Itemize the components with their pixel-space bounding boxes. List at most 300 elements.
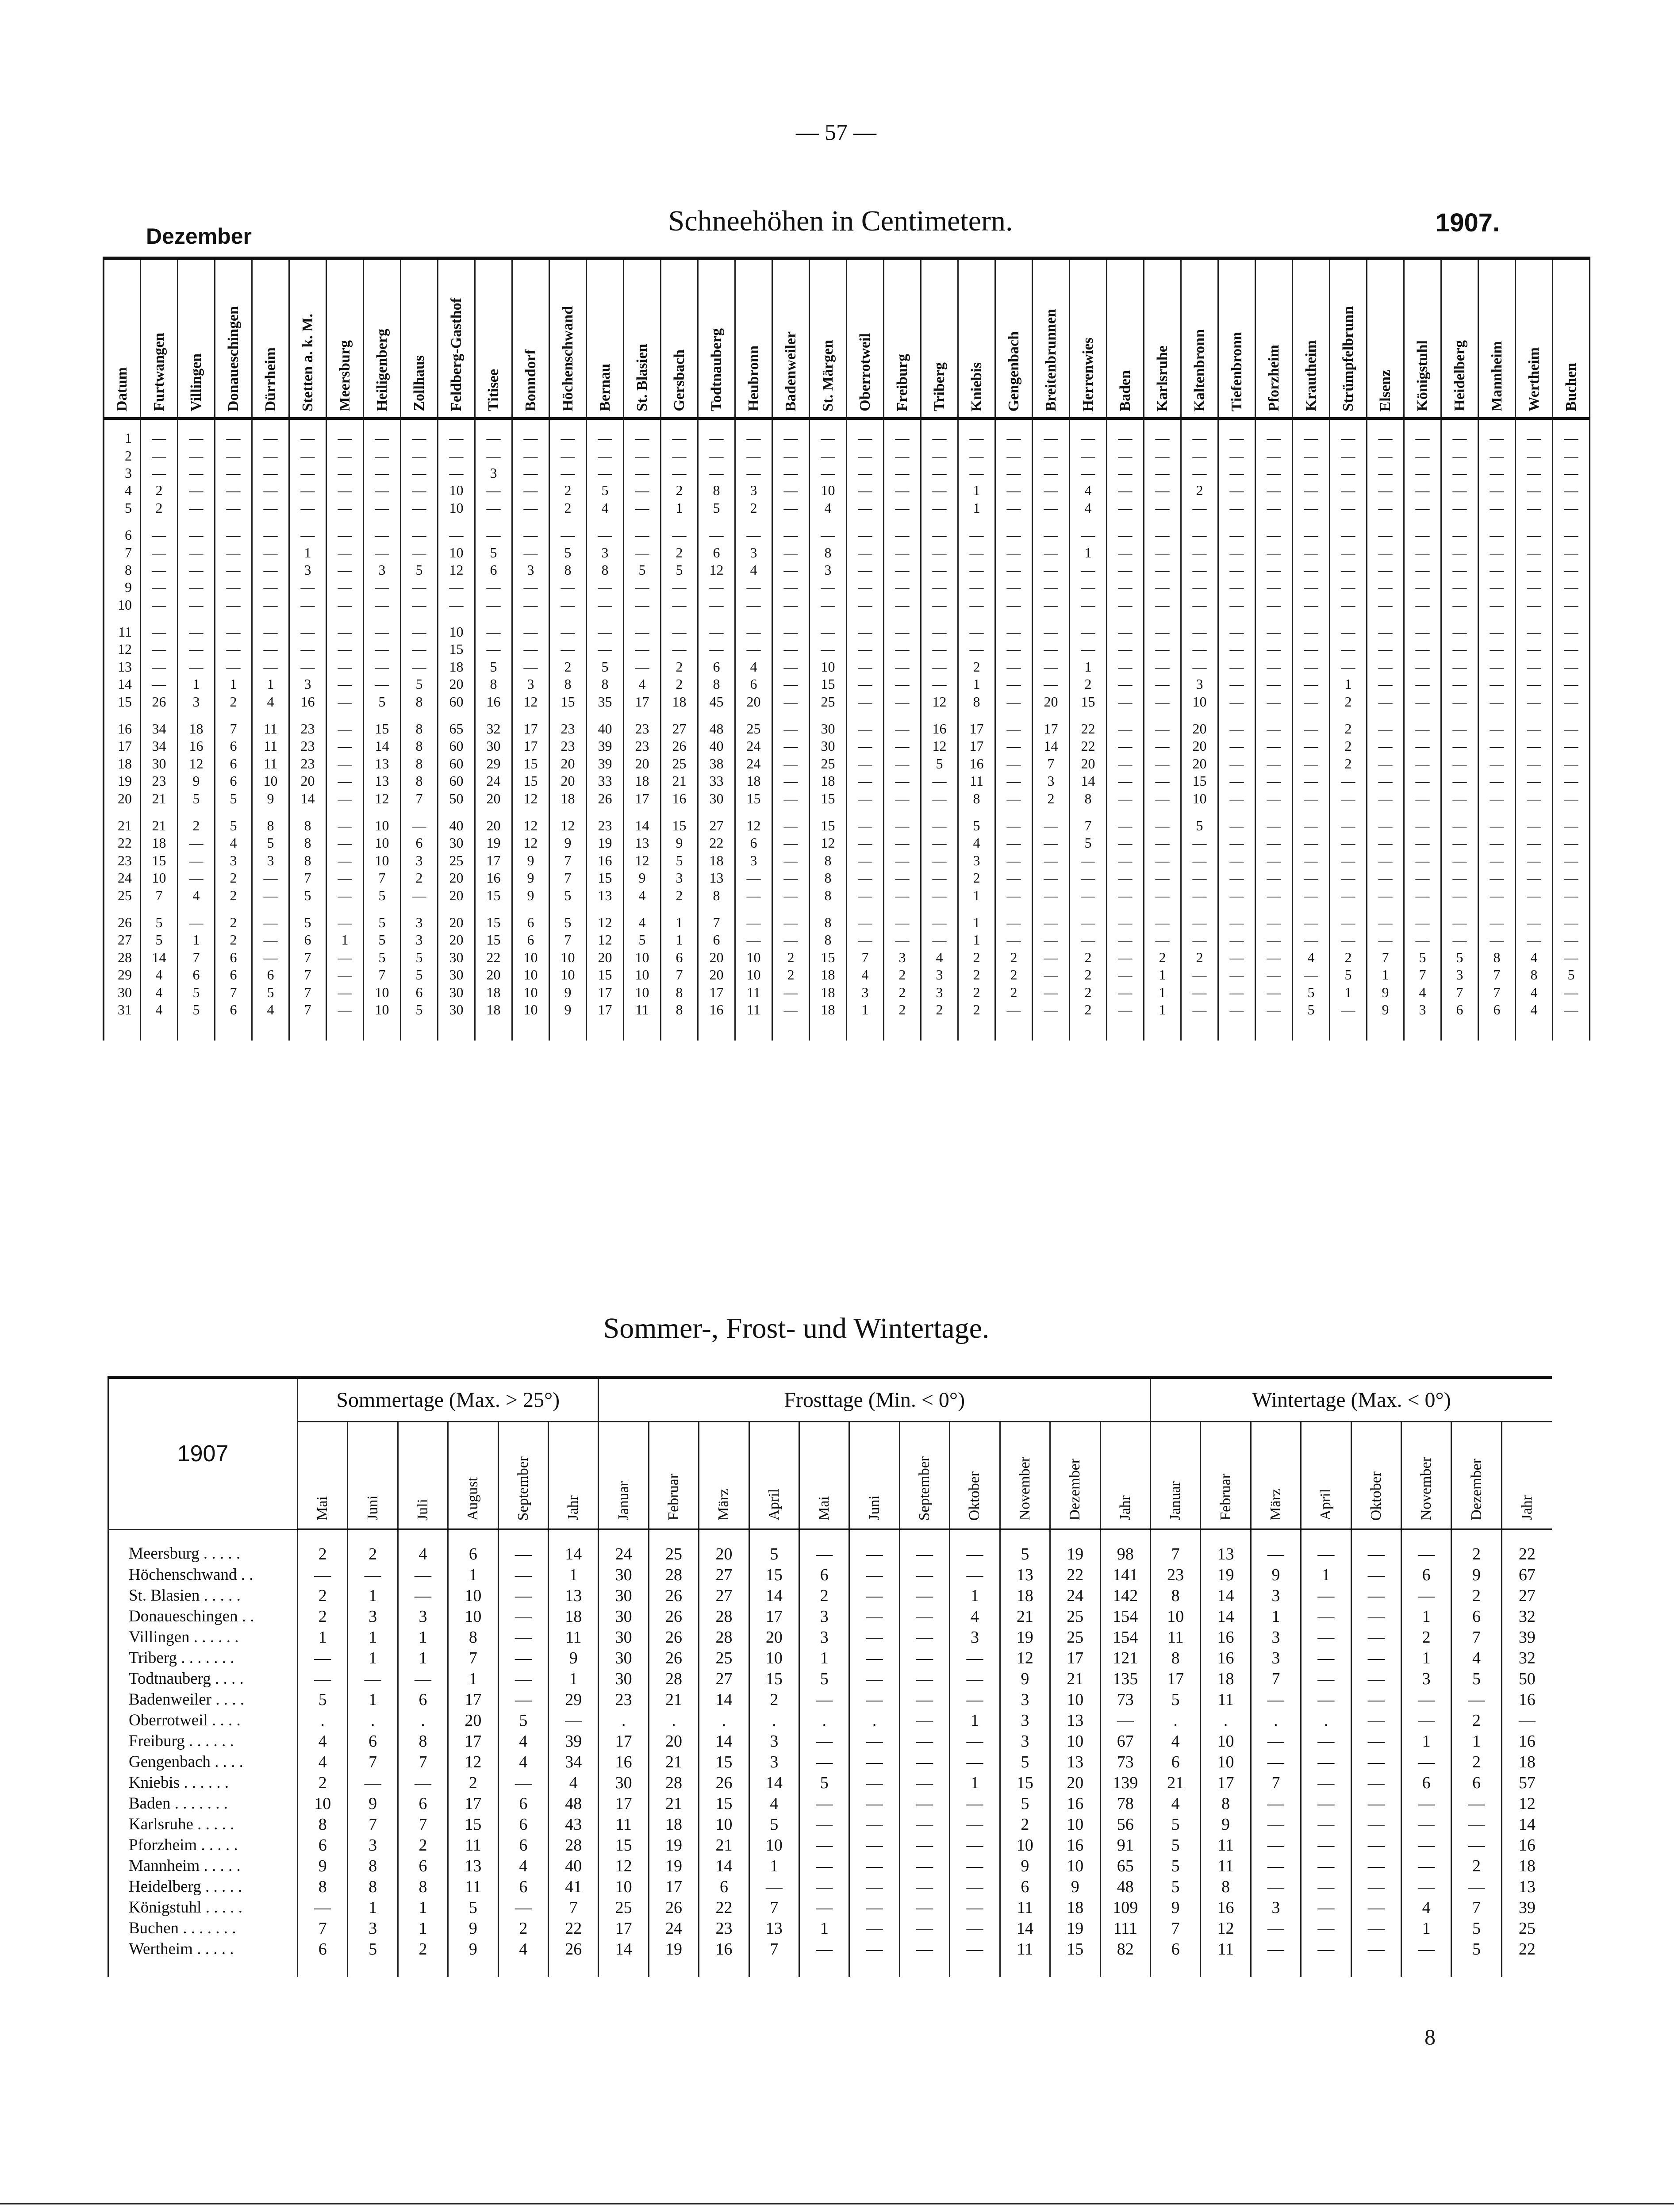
value-cell: 5 xyxy=(252,834,289,852)
value-cell: — xyxy=(1107,887,1144,904)
date-cell: 5 xyxy=(104,499,141,517)
value-cell: 18 xyxy=(475,983,512,1001)
spacer-cell xyxy=(215,710,252,720)
value-cell: 3 xyxy=(348,1835,398,1855)
value-cell: 3 xyxy=(1000,1689,1050,1710)
value-cell: 20 xyxy=(438,931,475,949)
spacer-cell xyxy=(884,614,921,623)
value-cell: — xyxy=(1144,852,1181,869)
table-row xyxy=(108,1585,1552,1606)
spacer-cell xyxy=(1181,710,1218,720)
value-cell: — xyxy=(1441,790,1478,807)
value-cell: — xyxy=(884,852,921,869)
value-cell: 6 xyxy=(1451,1772,1501,1793)
value-cell: 1 xyxy=(348,1627,398,1647)
value-cell: — xyxy=(252,641,289,658)
value-cell: — xyxy=(215,526,252,544)
value-cell: — xyxy=(1293,720,1330,737)
table-row xyxy=(104,720,1590,737)
value-cell: — xyxy=(849,1627,899,1647)
value-cell: — xyxy=(1293,430,1330,447)
value-cell: 2 xyxy=(549,499,587,517)
value-cell: 8 xyxy=(549,561,587,579)
spacer-cell xyxy=(587,1018,624,1041)
value-cell: 30 xyxy=(599,1585,649,1606)
value-cell: — xyxy=(1367,931,1404,949)
spacer-cell xyxy=(215,807,252,817)
value-cell: 1 xyxy=(1070,544,1107,561)
value-cell: — xyxy=(1033,544,1070,561)
value-cell: — xyxy=(1256,983,1293,1001)
value-cell: — xyxy=(772,869,810,887)
column-header-label: Wertheim xyxy=(1525,347,1542,411)
spacer-cell xyxy=(1293,614,1330,623)
spacer-cell xyxy=(1256,1018,1293,1041)
value-cell: 5 xyxy=(141,931,178,949)
value-cell: — xyxy=(1218,465,1256,482)
value-cell: 13 xyxy=(1050,1751,1100,1772)
value-cell: 2 xyxy=(958,1001,995,1018)
value-cell: — xyxy=(799,1814,849,1835)
value-cell: 23 xyxy=(624,737,661,755)
value-cell: 12 xyxy=(512,790,549,807)
value-cell: — xyxy=(810,579,847,596)
spacer-cell xyxy=(958,904,995,914)
value-cell: — xyxy=(1218,914,1256,931)
value-cell: 10 xyxy=(512,983,549,1001)
value-cell: — xyxy=(252,869,289,887)
spacer-cell xyxy=(624,904,661,914)
value-cell: — xyxy=(661,526,698,544)
date-cell: 16 xyxy=(104,720,141,737)
value-cell: — xyxy=(438,447,475,464)
value-cell: 14 xyxy=(599,1939,649,1959)
value-cell: — xyxy=(884,579,921,596)
value-cell: 23 xyxy=(1150,1564,1200,1585)
spacer-cell xyxy=(698,1018,735,1041)
value-cell: 26 xyxy=(587,790,624,807)
value-cell: — xyxy=(252,658,289,676)
value-cell: — xyxy=(326,834,364,852)
value-cell: 1 xyxy=(958,482,995,499)
value-cell: 15 xyxy=(1070,693,1107,710)
value-cell: 14 xyxy=(1201,1606,1251,1627)
column-header-label: St. Märgen xyxy=(819,339,836,411)
value-cell: 10 xyxy=(699,1814,749,1835)
value-cell: — xyxy=(1478,887,1516,904)
value-cell: — xyxy=(1404,641,1441,658)
value-cell: 15 xyxy=(364,720,401,737)
column-header xyxy=(661,258,698,419)
value-cell: — xyxy=(1367,482,1404,499)
spacer-cell xyxy=(104,614,141,623)
column-header-label: Tiefenbronn xyxy=(1228,331,1245,411)
value-cell: 13 xyxy=(1000,1564,1050,1585)
value-cell: — xyxy=(1144,641,1181,658)
value-cell: — xyxy=(1478,834,1516,852)
value-cell: — xyxy=(1330,641,1367,658)
value-cell: — xyxy=(884,931,921,949)
value-cell: 30 xyxy=(475,737,512,755)
value-cell: 2 xyxy=(884,1001,921,1018)
value-cell: 20 xyxy=(438,676,475,693)
table-row xyxy=(108,1731,1552,1751)
spacer-cell xyxy=(661,517,698,526)
value-cell: — xyxy=(1107,482,1144,499)
column-header xyxy=(1553,258,1590,419)
value-cell: 17 xyxy=(587,1001,624,1018)
spacer-cell xyxy=(1181,419,1218,430)
value-cell: 22 xyxy=(1501,1529,1552,1564)
value-cell: 29 xyxy=(549,1689,599,1710)
value-cell: — xyxy=(1330,658,1367,676)
spacer-cell xyxy=(1553,614,1590,623)
value-cell: — xyxy=(772,596,810,614)
value-cell: 32 xyxy=(1501,1606,1552,1627)
month-header xyxy=(1501,1422,1552,1530)
value-cell: 1 xyxy=(398,1918,448,1939)
value-cell: — xyxy=(1553,931,1590,949)
table-row xyxy=(108,1897,1552,1918)
value-cell: 6 xyxy=(178,966,215,983)
spacer-cell xyxy=(104,517,141,526)
month-header xyxy=(298,1422,348,1530)
column-header xyxy=(624,258,661,419)
value-cell: — xyxy=(1256,641,1293,658)
value-cell: — xyxy=(587,465,624,482)
value-cell: 3 xyxy=(735,482,772,499)
value-cell: 8 xyxy=(475,676,512,693)
table-row xyxy=(104,465,1590,482)
value-cell: 8 xyxy=(298,1814,348,1835)
value-cell: 6 xyxy=(1478,1001,1516,1018)
value-cell: 14 xyxy=(549,1529,599,1564)
value-cell: — xyxy=(1330,561,1367,579)
value-cell: — xyxy=(995,887,1033,904)
value-cell: — xyxy=(1478,852,1516,869)
value-cell: 15 xyxy=(749,1564,799,1585)
value-cell: 4 xyxy=(921,949,958,966)
value-cell: 10 xyxy=(810,482,847,499)
value-cell: — xyxy=(1441,465,1478,482)
value-cell: — xyxy=(438,579,475,596)
column-header xyxy=(1478,258,1516,419)
value-cell: — xyxy=(624,465,661,482)
value-cell: — xyxy=(587,579,624,596)
value-cell: — xyxy=(1256,658,1293,676)
value-cell: — xyxy=(950,1814,1000,1835)
spacer-cell xyxy=(448,1959,498,1977)
month-header-label: Jahr xyxy=(1518,1495,1535,1521)
value-cell: — xyxy=(884,817,921,834)
value-cell: — xyxy=(1144,869,1181,887)
value-cell: — xyxy=(921,817,958,834)
value-cell: 3 xyxy=(1251,1627,1301,1647)
month-header-label: März xyxy=(1267,1489,1284,1521)
value-cell: — xyxy=(921,526,958,544)
value-cell: 23 xyxy=(289,737,326,755)
value-cell: — xyxy=(252,482,289,499)
value-cell: — xyxy=(326,790,364,807)
value-cell: 7 xyxy=(661,966,698,983)
value-cell: 1 xyxy=(1070,658,1107,676)
value-cell: 3 xyxy=(512,561,549,579)
value-cell: — xyxy=(1404,914,1441,931)
value-cell: 2 xyxy=(995,966,1033,983)
spacer-cell xyxy=(884,517,921,526)
value-cell: — xyxy=(1256,1001,1293,1018)
value-cell: — xyxy=(735,623,772,641)
station-name: Triberg . . . . . . . xyxy=(108,1647,298,1668)
value-cell: 26 xyxy=(649,1606,699,1627)
group-frost: Frosttage (Min. < 0°) xyxy=(599,1378,1150,1422)
column-header-label: Buchen xyxy=(1563,363,1579,411)
value-cell: 1 xyxy=(1401,1647,1451,1668)
value-cell: — xyxy=(1401,1855,1451,1876)
value-cell: — xyxy=(298,1647,348,1668)
month-header xyxy=(1000,1422,1050,1530)
value-cell: — xyxy=(1218,1001,1256,1018)
value-cell: 10 xyxy=(141,869,178,887)
value-cell: — xyxy=(995,430,1033,447)
value-cell: — xyxy=(624,658,661,676)
value-cell: — xyxy=(847,869,884,887)
month-header xyxy=(348,1422,398,1530)
value-cell: — xyxy=(1181,561,1218,579)
value-cell: — xyxy=(215,499,252,517)
value-cell: 7 xyxy=(549,852,587,869)
value-cell: 3 xyxy=(1000,1731,1050,1751)
value-cell: 6 xyxy=(512,931,549,949)
value-cell: — xyxy=(1256,720,1293,737)
value-cell: — xyxy=(1293,641,1330,658)
value-cell: 6 xyxy=(398,1689,448,1710)
value-cell: — xyxy=(215,641,252,658)
spacer-cell xyxy=(326,517,364,526)
value-cell: — xyxy=(958,447,995,464)
value-cell: — xyxy=(958,641,995,658)
value-cell: 13 xyxy=(1201,1529,1251,1564)
value-cell: 16 xyxy=(958,755,995,772)
spacer-cell xyxy=(772,710,810,720)
value-cell: 26 xyxy=(649,1627,699,1647)
value-cell: 19 xyxy=(475,834,512,852)
value-cell: 15 xyxy=(810,949,847,966)
spacer-cell xyxy=(438,419,475,430)
value-cell: 1 xyxy=(1301,1564,1351,1585)
column-header xyxy=(252,258,289,419)
value-cell: — xyxy=(1218,737,1256,755)
value-cell: 39 xyxy=(587,755,624,772)
value-cell: — xyxy=(1293,966,1330,983)
value-cell: 43 xyxy=(549,1814,599,1835)
value-cell: — xyxy=(1451,1835,1501,1855)
value-cell: — xyxy=(847,931,884,949)
value-cell: — xyxy=(141,641,178,658)
month-header-label: November xyxy=(1016,1457,1033,1521)
value-cell: — xyxy=(899,1835,949,1855)
value-cell: — xyxy=(950,1564,1000,1585)
value-cell: 15 xyxy=(549,693,587,710)
value-cell: 21 xyxy=(1000,1606,1050,1627)
value-cell: 11 xyxy=(624,1001,661,1018)
value-cell: — xyxy=(348,1564,398,1585)
column-header xyxy=(289,258,326,419)
value-cell: — xyxy=(1351,1939,1401,1959)
date-cell: 28 xyxy=(104,949,141,966)
value-cell: 6 xyxy=(1401,1564,1451,1585)
value-cell: 1 xyxy=(958,887,995,904)
value-cell: 12 xyxy=(1201,1918,1251,1939)
value-cell: — xyxy=(1144,676,1181,693)
value-cell: — xyxy=(772,852,810,869)
value-cell: 14 xyxy=(699,1689,749,1710)
value-cell: 5 xyxy=(1451,1918,1501,1939)
value-cell: 9 xyxy=(1000,1668,1050,1689)
value-cell: — xyxy=(921,887,958,904)
value-cell: — xyxy=(364,465,401,482)
date-cell: 26 xyxy=(104,914,141,931)
spacer-cell xyxy=(1181,1018,1218,1041)
value-cell: 3 xyxy=(289,676,326,693)
value-cell: 8 xyxy=(698,482,735,499)
spacer-cell xyxy=(1144,904,1181,914)
value-cell: 8 xyxy=(401,772,438,790)
value-cell: — xyxy=(498,1564,548,1585)
value-cell: 7 xyxy=(348,1751,398,1772)
spacer-cell xyxy=(475,1018,512,1041)
value-cell: — xyxy=(401,465,438,482)
spacer-cell xyxy=(289,807,326,817)
spacer-cell xyxy=(178,807,215,817)
value-cell: — xyxy=(772,887,810,904)
value-cell: — xyxy=(1404,676,1441,693)
spacer-cell xyxy=(1553,419,1590,430)
column-header xyxy=(141,258,178,419)
value-cell: — xyxy=(1033,430,1070,447)
value-cell: 21 xyxy=(1050,1668,1100,1689)
table-row xyxy=(104,526,1590,544)
value-cell: 17 xyxy=(698,983,735,1001)
value-cell: 11 xyxy=(549,1627,599,1647)
value-cell: 10 xyxy=(1181,790,1218,807)
value-cell: — xyxy=(884,914,921,931)
column-header xyxy=(1404,258,1441,419)
date-cell: 4 xyxy=(104,482,141,499)
month-header-row xyxy=(108,1422,1552,1530)
spacer-cell xyxy=(1144,710,1181,720)
value-cell: — xyxy=(1218,949,1256,966)
value-cell: — xyxy=(1351,1710,1401,1731)
spacer-cell xyxy=(958,710,995,720)
value-cell: 4 xyxy=(1451,1647,1501,1668)
value-cell: — xyxy=(1070,596,1107,614)
spacer-cell xyxy=(104,419,141,430)
value-cell: — xyxy=(847,676,884,693)
spacer-cell xyxy=(1367,1018,1404,1041)
value-cell: 7 xyxy=(1451,1897,1501,1918)
value-cell: — xyxy=(958,526,995,544)
month-header-label: Juni xyxy=(364,1495,381,1521)
value-cell: — xyxy=(1367,579,1404,596)
value-cell: 10 xyxy=(438,499,475,517)
value-cell: — xyxy=(1107,869,1144,887)
value-cell: 22 xyxy=(1501,1939,1552,1959)
spacer-cell xyxy=(298,1959,348,1977)
value-cell: — xyxy=(1351,1585,1401,1606)
spacer-cell xyxy=(1181,807,1218,817)
value-cell: 121 xyxy=(1100,1647,1150,1668)
value-cell: — xyxy=(1367,790,1404,807)
value-cell: 17 xyxy=(599,1918,649,1939)
value-cell: — xyxy=(1107,693,1144,710)
value-cell: 18 xyxy=(178,720,215,737)
column-header-label: Krautheim xyxy=(1302,340,1319,411)
value-cell: — xyxy=(661,623,698,641)
spacer-cell xyxy=(1516,419,1553,430)
value-cell: — xyxy=(1404,817,1441,834)
spacer-cell xyxy=(1070,710,1107,720)
month-header-label: Mai xyxy=(816,1496,833,1521)
value-cell: — xyxy=(398,1564,448,1585)
spacer-cell xyxy=(1144,517,1181,526)
value-cell: — xyxy=(772,465,810,482)
value-cell: 1 xyxy=(178,676,215,693)
column-header xyxy=(512,258,549,419)
value-cell: 4 xyxy=(1404,983,1441,1001)
value-cell: 7 xyxy=(549,931,587,949)
date-cell: 14 xyxy=(104,676,141,693)
value-cell: 8 xyxy=(587,561,624,579)
spacer-cell xyxy=(215,614,252,623)
value-cell: — xyxy=(289,465,326,482)
spacer-cell xyxy=(995,807,1033,817)
spacer-cell xyxy=(921,517,958,526)
value-cell: — xyxy=(1451,1814,1501,1835)
value-cell: — xyxy=(1516,790,1553,807)
value-cell: — xyxy=(1367,887,1404,904)
value-cell: 2 xyxy=(498,1918,548,1939)
value-cell: 1 xyxy=(215,676,252,693)
value-cell: — xyxy=(1478,693,1516,710)
value-cell: 10 xyxy=(448,1585,498,1606)
station-name: Meersburg . . . . . xyxy=(108,1529,298,1564)
value-cell: 13 xyxy=(749,1918,799,1939)
spacer-cell xyxy=(1107,904,1144,914)
value-cell: 10 xyxy=(298,1793,348,1814)
value-cell: — xyxy=(847,720,884,737)
value-cell: — xyxy=(1293,623,1330,641)
spacer-cell xyxy=(847,517,884,526)
spacer-cell xyxy=(921,904,958,914)
value-cell: 3 xyxy=(735,852,772,869)
value-cell: 9 xyxy=(448,1939,498,1959)
column-header-label: Pforzheim xyxy=(1265,344,1282,411)
value-cell: — xyxy=(1301,1529,1351,1564)
value-cell: 45 xyxy=(698,693,735,710)
value-cell: — xyxy=(1251,1731,1301,1751)
value-cell: — xyxy=(847,561,884,579)
value-cell: 7 xyxy=(215,983,252,1001)
value-cell: 6 xyxy=(401,834,438,852)
value-cell: 4 xyxy=(215,834,252,852)
value-cell: 2 xyxy=(348,1529,398,1564)
value-cell: — xyxy=(847,772,884,790)
value-cell: 5 xyxy=(549,914,587,931)
value-cell: 7 xyxy=(847,949,884,966)
value-cell: 14 xyxy=(1000,1918,1050,1939)
table-row xyxy=(104,693,1590,710)
